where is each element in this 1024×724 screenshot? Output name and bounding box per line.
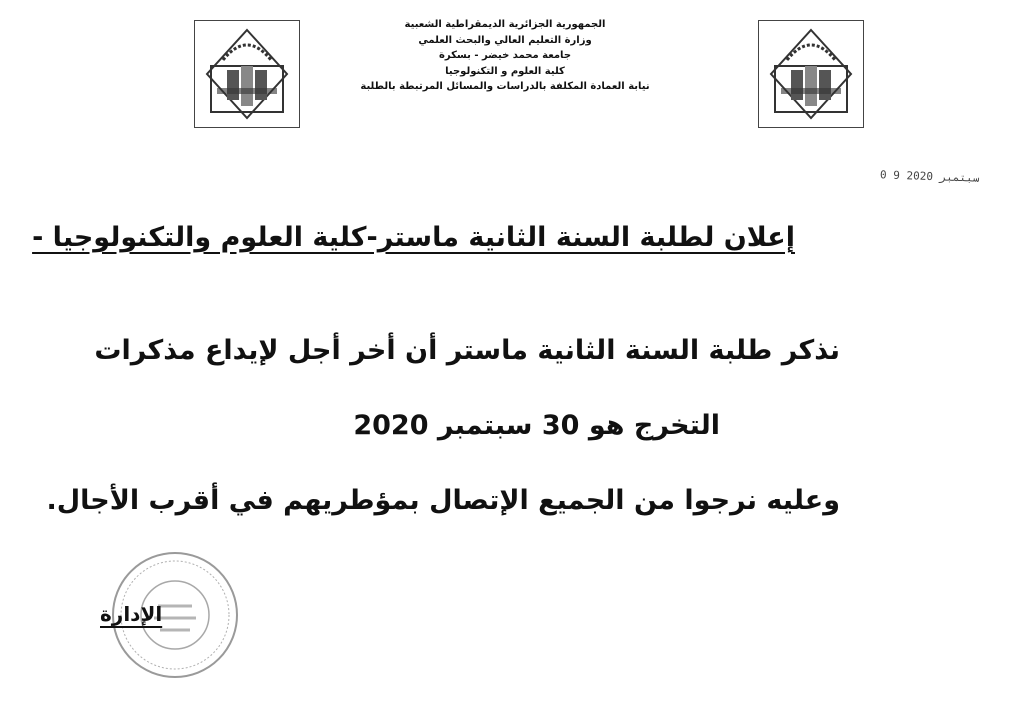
header-line-university: جامعة محمد خيضر - بسكرة bbox=[438, 50, 572, 61]
received-date-stamp: 0 9 سبتمبر 2020 bbox=[879, 168, 980, 185]
body-line-2: التخرج هو 30 سبتمبر 2020 bbox=[353, 410, 720, 441]
header-line-republic: الجمهورية الجزائرية الديمقراطية الشعبية bbox=[404, 19, 606, 30]
announcement-title: إعلان لطلبة السنة الثانية ماستر-كلية العلوم والتكنولوجيا - bbox=[32, 222, 795, 253]
body-line-1: نذكر طلبة السنة الثانية ماستر أن أخر أجل لإيداع مذكرات bbox=[94, 335, 840, 366]
university-logo-right bbox=[758, 20, 864, 128]
university-emblem-icon bbox=[201, 26, 293, 122]
administration-signature: الإدارة bbox=[100, 602, 163, 626]
header-line-deanship: نيابة العمادة المكلفة بالدراسات والمسائل المرتبطة بالطلبة bbox=[360, 81, 650, 92]
body-line-3: وعليه نرجوا من الجميع الإتصال بمؤطريهم في أقرب الأجال. bbox=[46, 485, 840, 516]
header-line-ministry: وزارة التعليم العالي والبحث العلمي bbox=[418, 34, 592, 46]
university-logo-left bbox=[194, 20, 300, 128]
header-line-faculty: كلية العلوم و التكنولوجيا bbox=[445, 65, 565, 77]
university-emblem-icon bbox=[765, 26, 857, 122]
institution-header bbox=[340, 17, 670, 95]
